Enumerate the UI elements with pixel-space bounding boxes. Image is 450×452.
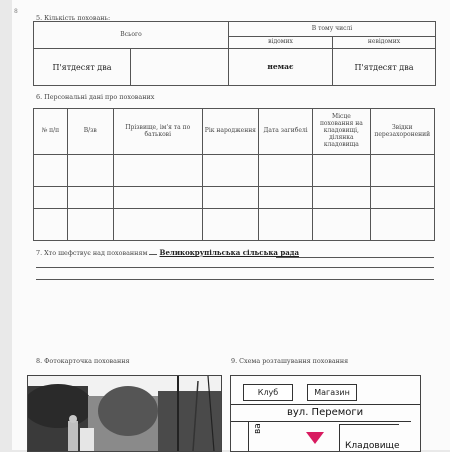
header-reburied-from: Звідки перезахоронений — [370, 109, 435, 155]
table-row — [34, 155, 435, 187]
unknown-value: П'ятдесят два — [333, 49, 436, 86]
section-8-title: 8. Фотокарточка поховання — [36, 357, 130, 365]
document-page — [12, 0, 450, 450]
caretaker-label: 7. Хто шефствує над похованням — [36, 249, 148, 257]
cemetery-border-line — [339, 424, 340, 451]
table-row — [34, 187, 435, 209]
header-rank: В/зв — [67, 109, 113, 155]
header-number: № п/п — [34, 109, 68, 155]
col-unknown-header: невідомих — [333, 37, 436, 49]
total-empty-cell — [131, 49, 229, 86]
section-9-title: 9. Схема розташування поховання — [231, 357, 349, 365]
burials-count-table — [33, 21, 436, 86]
header-burial-place: Місце поховання на кладовищі, ділянка кладовища — [313, 109, 370, 155]
fill-line — [276, 257, 434, 258]
street-line — [231, 404, 420, 405]
burial-photo — [27, 375, 222, 452]
total-value: П'ятдесят два — [34, 49, 131, 86]
header-death-date: Дата загибелі — [259, 109, 313, 155]
col-including-header: В тому числі — [229, 22, 436, 37]
section-7 — [36, 248, 299, 257]
caretaker-value: Великокрупільська сільська рада — [159, 248, 299, 257]
shops-label: Магазин — [307, 384, 357, 401]
cemetery-border-line — [339, 424, 399, 425]
personal-data-table — [33, 108, 435, 241]
col-total-header: Всього — [34, 22, 229, 49]
cemetery-label: Кладовище — [345, 441, 400, 451]
side-street-label: ва — [253, 423, 263, 434]
side-street-line — [248, 421, 249, 451]
street-line — [231, 421, 411, 422]
section-5-title: 5. Кількість поховань: — [36, 14, 111, 22]
table-row — [34, 209, 435, 241]
col-known-header: відомих — [229, 37, 333, 49]
fill-line — [36, 279, 434, 280]
location-scheme — [230, 375, 421, 452]
edge-mark: 8 — [14, 8, 18, 15]
club-label: Клуб — [243, 384, 293, 401]
known-value: немає — [229, 49, 333, 86]
main-street-label: вул. Перемоги — [287, 407, 364, 418]
section-6-title: 6. Персональні дані про похованих — [36, 93, 155, 101]
photo-image — [28, 376, 221, 451]
fill-line — [36, 267, 434, 268]
header-birth-year: Рік народження — [202, 109, 258, 155]
burial-location-marker-icon — [305, 431, 325, 445]
header-full-name: Прізвище, ім'я та по батькові — [113, 109, 202, 155]
